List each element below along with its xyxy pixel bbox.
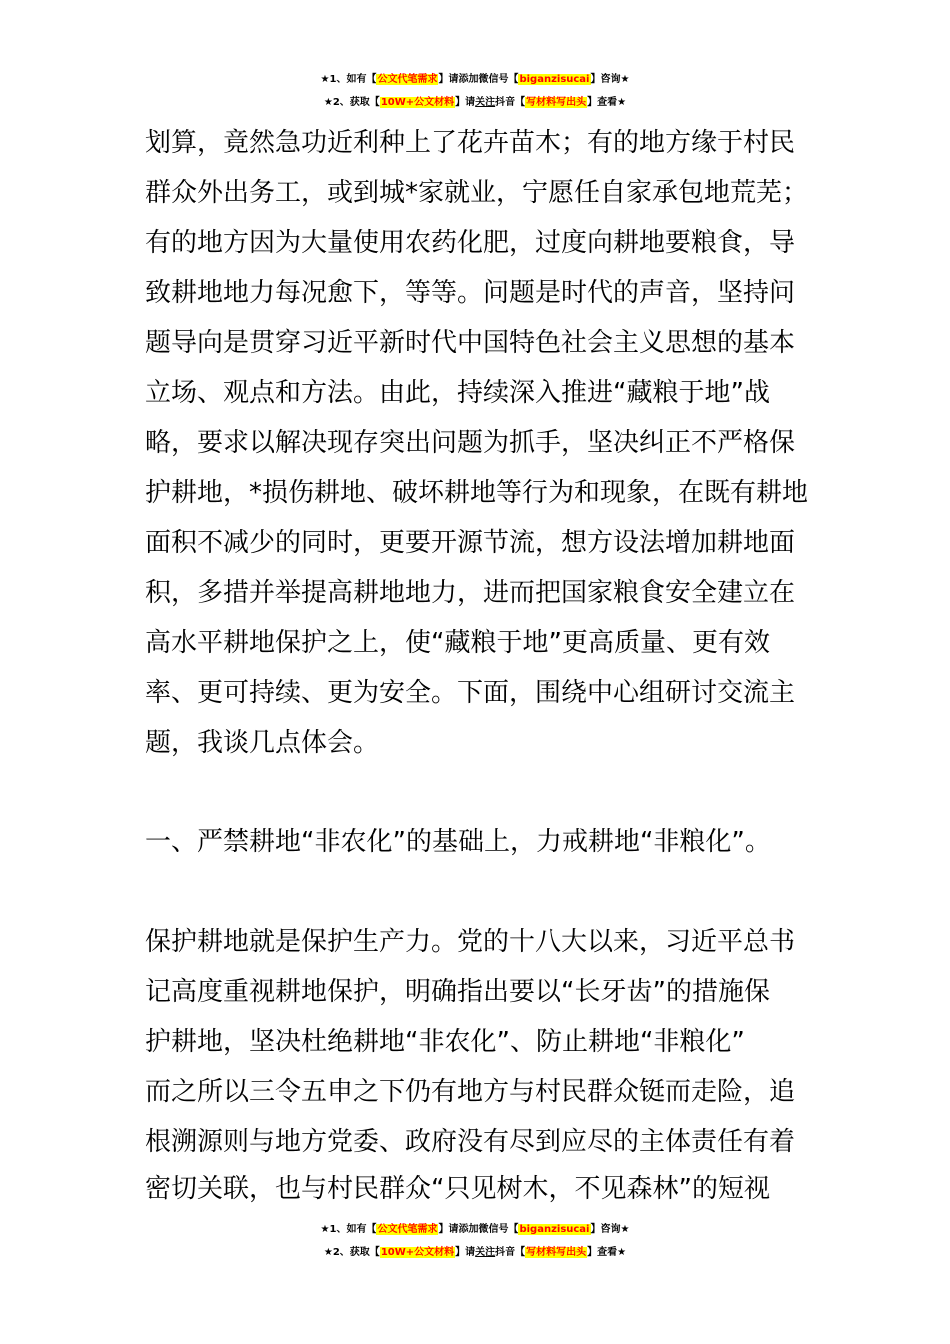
text-line: 略，要求以解决现存突出问题为抓手，坚决纠正不严格保 (145, 428, 796, 458)
text-line: 划算，竟然急功近利种上了花卉苗木；有的地方缘于村民 (145, 128, 796, 158)
promo-text: ★2、获取【 (323, 1247, 380, 1258)
promo-text: 】咨询★ (590, 74, 630, 85)
text-line: 护耕地，坚决杜绝耕地“非农化”、防止耕地“非粮化” (145, 1027, 745, 1057)
text-line: 而之所以三令五申之下仍有地方与村民群众铤而走险，追 (145, 1077, 796, 1107)
promo-emphasis: 添加 (458, 1224, 479, 1235)
promo-highlight: 10W+公文材料 (380, 1247, 455, 1258)
promo-line-2 (0, 1241, 950, 1264)
text-line: 高水平耕地保护之上，使“藏粮于地”更高质量、更有效 (145, 628, 770, 658)
text-line: 群众外出务工，或到城*家就业，宁愿任自家承包地荒芜； (145, 178, 809, 208)
promo-text: 抖音【 (495, 1247, 526, 1258)
promo-highlight: 10W+公文材料 (380, 97, 455, 108)
promo-text: 】请 (438, 1224, 459, 1235)
promo-highlight: biganzisucai (519, 1224, 590, 1235)
text-line: 题，我谈几点体会。 (145, 728, 380, 758)
promo-emphasis: 关注 (475, 97, 496, 108)
promo-highlight: 公文代笔需求 (377, 74, 438, 85)
promo-text: 微信号【 (478, 74, 519, 85)
promo-highlight: 写材料写出头 (526, 97, 587, 108)
section-heading: 一、严禁耕地“非农化”的基础上，力戒耕地“非粮化”。 (145, 827, 771, 857)
promo-text: 】请 (438, 74, 459, 85)
promo-text: 抖音【 (495, 97, 526, 108)
promo-highlight: 公文代笔需求 (377, 1224, 438, 1235)
text-line: 立场、观点和方法。由此，持续深入推进“藏粮于地”战 (145, 378, 770, 408)
promo-emphasis: 添加 (458, 74, 479, 85)
promo-highlight: biganzisucai (519, 74, 590, 85)
promo-text: 】请 (455, 1247, 476, 1258)
promo-text: 】咨询★ (590, 1224, 630, 1235)
text-line: 题导向是贯穿习近平新时代中国特色社会主义思想的基本 (145, 328, 796, 358)
promo-highlight: 写材料写出头 (526, 1247, 587, 1258)
promo-text: 微信号【 (478, 1224, 519, 1235)
promo-banner-bottom (0, 1218, 950, 1264)
promo-line-2 (0, 91, 950, 114)
text-line: 记高度重视耕地保护，明确指出要以“长牙齿”的措施保 (145, 977, 770, 1007)
promo-line-1 (0, 68, 950, 91)
promo-text: 】查看★ (587, 1247, 627, 1258)
text-line: 积，多措并举提高耕地地力，进而把国家粮食安全建立在 (145, 578, 796, 608)
text-line: 保护耕地就是保护生产力。党的十八大以来，习近平总书 (145, 927, 796, 957)
text-line: 根溯源则与地方党委、政府没有尽到应尽的主体责任有着 (145, 1127, 796, 1157)
promo-text: 】查看★ (587, 97, 627, 108)
promo-text: ★2、获取【 (323, 97, 380, 108)
promo-line-1 (0, 1218, 950, 1241)
promo-text: 】请 (455, 97, 476, 108)
promo-emphasis: 关注 (475, 1247, 496, 1258)
promo-banner-top (0, 68, 950, 114)
text-line: 面积不减少的同时，更要开源节流，想方设法增加耕地面 (145, 528, 796, 558)
text-line: 密切关联，也与村民群众“只见树木，不见森林”的短视 (145, 1174, 770, 1204)
text-line: 率、更可持续、更为安全。下面，围绕中心组研讨交流主 (145, 678, 796, 708)
promo-text: ★1、如有【 (320, 74, 377, 85)
text-line: 护耕地，*损伤耕地、破坏耕地等行为和现象，在既有耕地 (145, 478, 809, 508)
promo-text: ★1、如有【 (320, 1224, 377, 1235)
text-line: 致耕地地力每况愈下，等等。问题是时代的声音，坚持问 (145, 278, 796, 308)
text-line: 有的地方因为大量使用农药化肥，过度向耕地要粮食，导 (145, 228, 796, 258)
